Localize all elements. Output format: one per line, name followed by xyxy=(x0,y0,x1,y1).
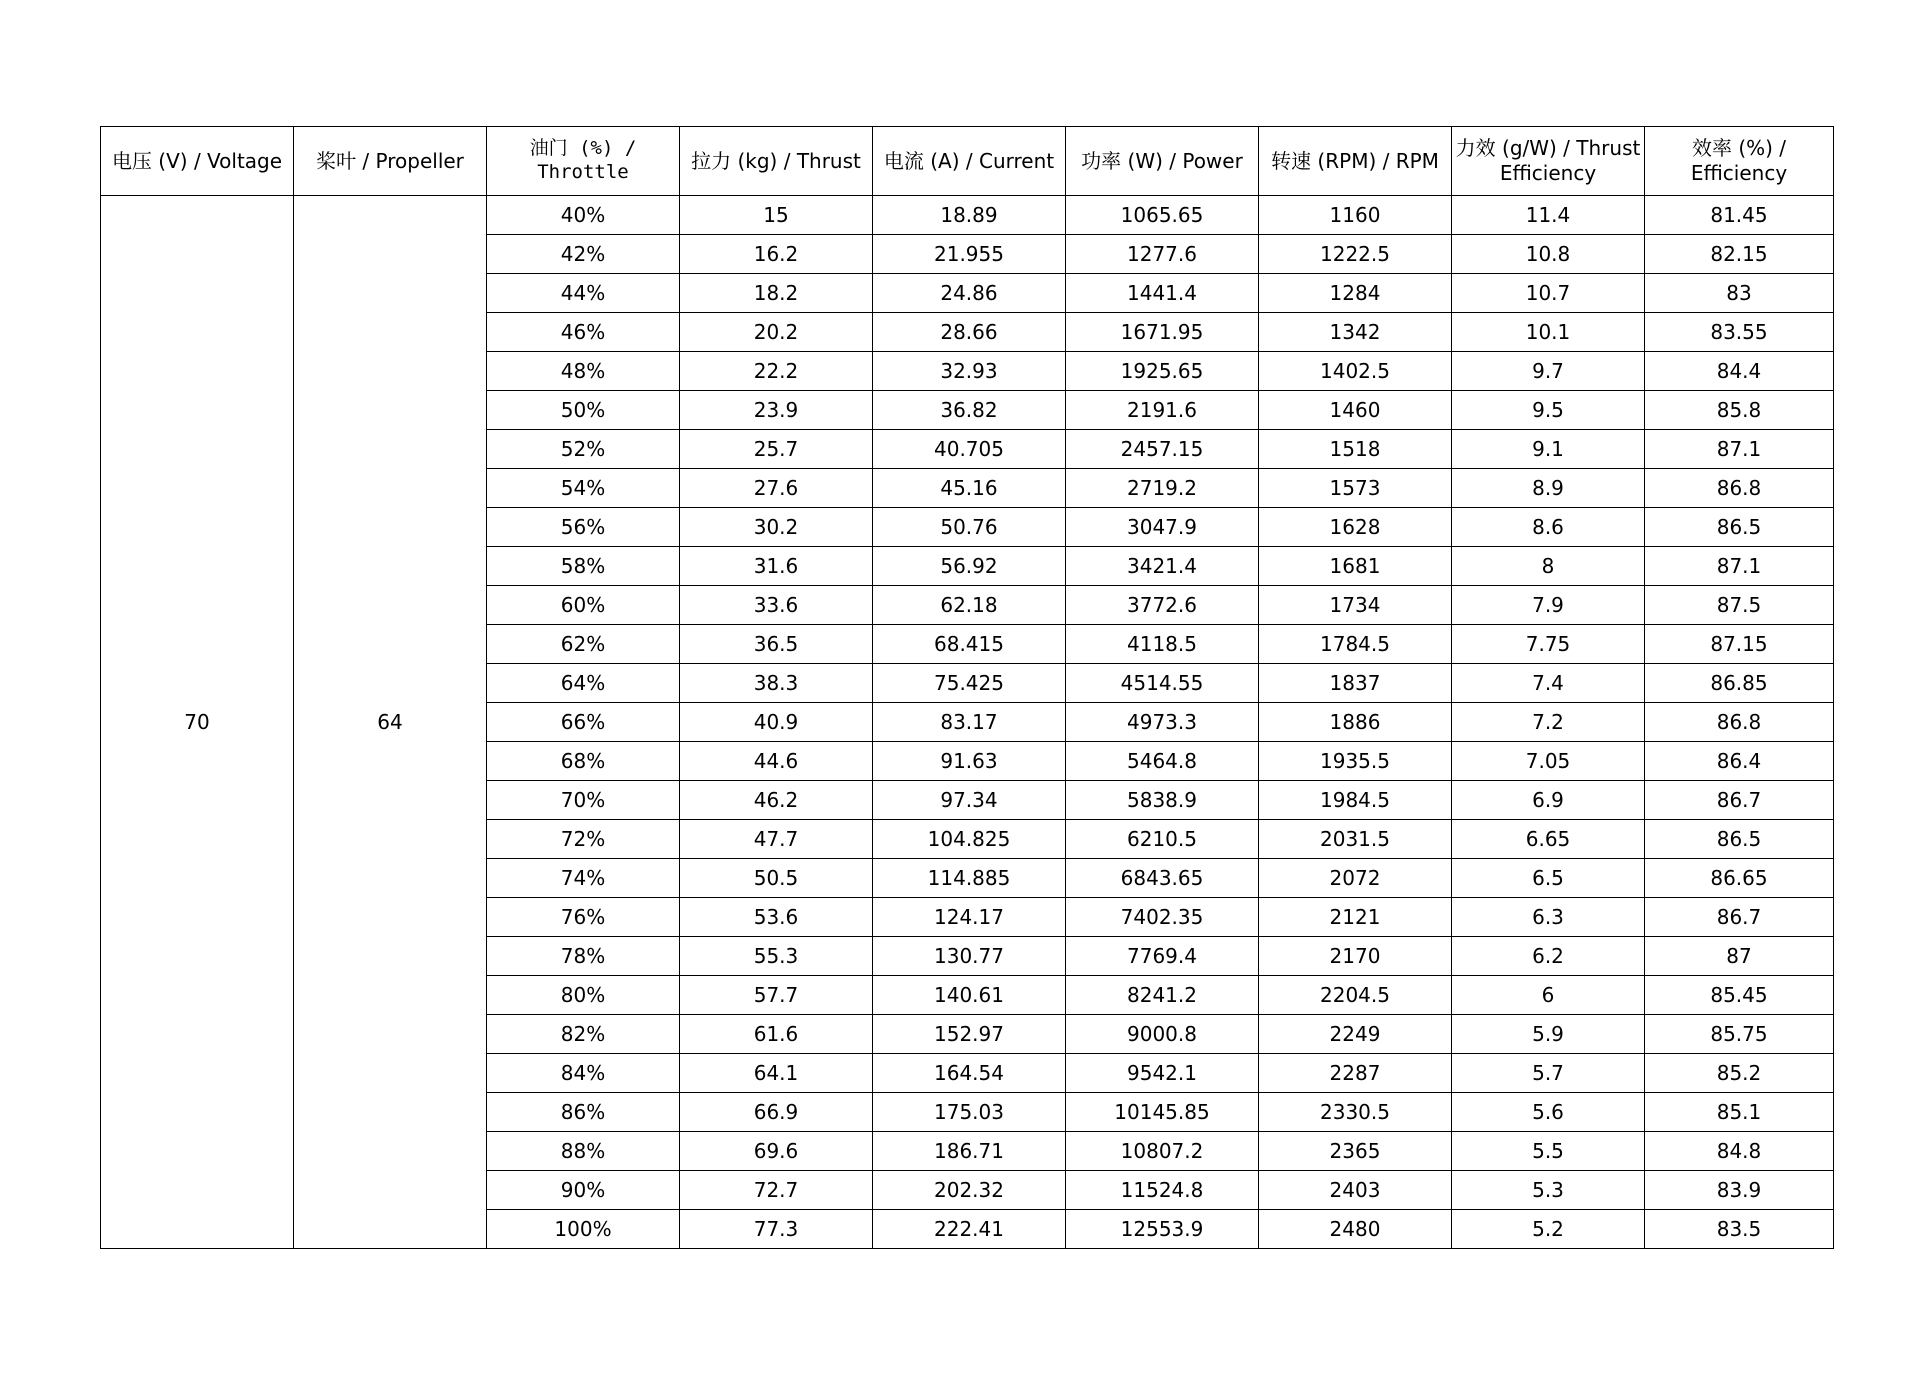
efficiency-cell: 86.4 xyxy=(1645,742,1834,781)
efficiency-cell: 81.45 xyxy=(1645,196,1834,235)
thrust-efficiency-cell: 9.7 xyxy=(1452,352,1645,391)
throttle-cell: 82% xyxy=(487,1015,680,1054)
thrust-efficiency-cell: 8 xyxy=(1452,547,1645,586)
current-cell: 175.03 xyxy=(873,1093,1066,1132)
efficiency-cell: 84.4 xyxy=(1645,352,1834,391)
thrust-efficiency-cell: 8.6 xyxy=(1452,508,1645,547)
table-body xyxy=(101,196,1834,1249)
power-cell: 2191.6 xyxy=(1066,391,1259,430)
current-cell: 68.415 xyxy=(873,625,1066,664)
rpm-cell: 1573 xyxy=(1259,469,1452,508)
power-cell: 3772.6 xyxy=(1066,586,1259,625)
throttle-cell: 50% xyxy=(487,391,680,430)
rpm-cell: 1734 xyxy=(1259,586,1452,625)
thrust-cell: 27.6 xyxy=(680,469,873,508)
thrust-cell: 66.9 xyxy=(680,1093,873,1132)
thrust-efficiency-cell: 6 xyxy=(1452,976,1645,1015)
current-cell: 83.17 xyxy=(873,703,1066,742)
efficiency-cell: 86.65 xyxy=(1645,859,1834,898)
power-cell: 8241.2 xyxy=(1066,976,1259,1015)
throttle-cell: 62% xyxy=(487,625,680,664)
current-cell: 45.16 xyxy=(873,469,1066,508)
throttle-cell: 64% xyxy=(487,664,680,703)
efficiency-cell: 87.1 xyxy=(1645,547,1834,586)
throttle-cell: 88% xyxy=(487,1132,680,1171)
power-cell: 1441.4 xyxy=(1066,274,1259,313)
rpm-cell: 1886 xyxy=(1259,703,1452,742)
efficiency-cell: 83.55 xyxy=(1645,313,1834,352)
power-cell: 10145.85 xyxy=(1066,1093,1259,1132)
thrust-cell: 36.5 xyxy=(680,625,873,664)
thrust-cell: 22.2 xyxy=(680,352,873,391)
efficiency-cell: 82.15 xyxy=(1645,235,1834,274)
header-throttle: 油门 (%) / Throttle xyxy=(487,127,680,196)
power-cell: 4118.5 xyxy=(1066,625,1259,664)
efficiency-cell: 86.8 xyxy=(1645,469,1834,508)
throttle-cell: 76% xyxy=(487,898,680,937)
thrust-cell: 72.7 xyxy=(680,1171,873,1210)
thrust-efficiency-cell: 5.9 xyxy=(1452,1015,1645,1054)
rpm-cell: 1984.5 xyxy=(1259,781,1452,820)
thrust-cell: 23.9 xyxy=(680,391,873,430)
thrust-cell: 53.6 xyxy=(680,898,873,937)
power-cell: 7769.4 xyxy=(1066,937,1259,976)
current-cell: 18.89 xyxy=(873,196,1066,235)
rpm-cell: 2403 xyxy=(1259,1171,1452,1210)
current-cell: 140.61 xyxy=(873,976,1066,1015)
efficiency-cell: 87.15 xyxy=(1645,625,1834,664)
current-cell: 186.71 xyxy=(873,1132,1066,1171)
throttle-cell: 68% xyxy=(487,742,680,781)
table-header-row xyxy=(101,127,1834,196)
thrust-cell: 30.2 xyxy=(680,508,873,547)
header-rpm: 转速 (RPM) / RPM xyxy=(1259,127,1452,196)
thrust-efficiency-cell: 6.65 xyxy=(1452,820,1645,859)
power-cell: 5838.9 xyxy=(1066,781,1259,820)
throttle-cell: 58% xyxy=(487,547,680,586)
thrust-efficiency-cell: 6.2 xyxy=(1452,937,1645,976)
current-cell: 164.54 xyxy=(873,1054,1066,1093)
thrust-efficiency-cell: 7.4 xyxy=(1452,664,1645,703)
throttle-cell: 80% xyxy=(487,976,680,1015)
current-cell: 104.825 xyxy=(873,820,1066,859)
header-power: 功率 (W) / Power xyxy=(1066,127,1259,196)
throttle-cell: 84% xyxy=(487,1054,680,1093)
current-cell: 56.92 xyxy=(873,547,1066,586)
power-cell: 10807.2 xyxy=(1066,1132,1259,1171)
thrust-cell: 44.6 xyxy=(680,742,873,781)
throttle-cell: 42% xyxy=(487,235,680,274)
thrust-cell: 57.7 xyxy=(680,976,873,1015)
power-cell: 6843.65 xyxy=(1066,859,1259,898)
efficiency-cell: 83.5 xyxy=(1645,1210,1834,1249)
power-cell: 1277.6 xyxy=(1066,235,1259,274)
power-cell: 11524.8 xyxy=(1066,1171,1259,1210)
rpm-cell: 2480 xyxy=(1259,1210,1452,1249)
current-cell: 21.955 xyxy=(873,235,1066,274)
thrust-cell: 16.2 xyxy=(680,235,873,274)
efficiency-cell: 83.9 xyxy=(1645,1171,1834,1210)
efficiency-cell: 86.5 xyxy=(1645,820,1834,859)
current-cell: 130.77 xyxy=(873,937,1066,976)
current-cell: 97.34 xyxy=(873,781,1066,820)
rpm-cell: 1342 xyxy=(1259,313,1452,352)
rpm-cell: 1784.5 xyxy=(1259,625,1452,664)
power-cell: 3421.4 xyxy=(1066,547,1259,586)
throttle-cell: 46% xyxy=(487,313,680,352)
thrust-efficiency-cell: 11.4 xyxy=(1452,196,1645,235)
rpm-cell: 1681 xyxy=(1259,547,1452,586)
motor-test-data-table xyxy=(100,126,1834,1249)
power-cell: 2457.15 xyxy=(1066,430,1259,469)
thrust-efficiency-cell: 7.2 xyxy=(1452,703,1645,742)
thrust-efficiency-cell: 7.75 xyxy=(1452,625,1645,664)
thrust-cell: 55.3 xyxy=(680,937,873,976)
power-cell: 9542.1 xyxy=(1066,1054,1259,1093)
current-cell: 152.97 xyxy=(873,1015,1066,1054)
thrust-cell: 20.2 xyxy=(680,313,873,352)
throttle-cell: 90% xyxy=(487,1171,680,1210)
power-cell: 1925.65 xyxy=(1066,352,1259,391)
efficiency-cell: 85.75 xyxy=(1645,1015,1834,1054)
power-cell: 7402.35 xyxy=(1066,898,1259,937)
current-cell: 32.93 xyxy=(873,352,1066,391)
thrust-efficiency-cell: 10.1 xyxy=(1452,313,1645,352)
voltage-cell: 70 xyxy=(101,196,294,1249)
power-cell: 4514.55 xyxy=(1066,664,1259,703)
current-cell: 28.66 xyxy=(873,313,1066,352)
efficiency-cell: 87.1 xyxy=(1645,430,1834,469)
rpm-cell: 2031.5 xyxy=(1259,820,1452,859)
current-cell: 91.63 xyxy=(873,742,1066,781)
thrust-cell: 18.2 xyxy=(680,274,873,313)
thrust-cell: 50.5 xyxy=(680,859,873,898)
power-cell: 5464.8 xyxy=(1066,742,1259,781)
current-cell: 62.18 xyxy=(873,586,1066,625)
header-efficiency: 效率 (%) / Efficiency xyxy=(1645,127,1834,196)
thrust-efficiency-cell: 6.9 xyxy=(1452,781,1645,820)
rpm-cell: 2072 xyxy=(1259,859,1452,898)
rpm-cell: 1460 xyxy=(1259,391,1452,430)
power-cell: 4973.3 xyxy=(1066,703,1259,742)
current-cell: 75.425 xyxy=(873,664,1066,703)
power-cell: 12553.9 xyxy=(1066,1210,1259,1249)
thrust-cell: 38.3 xyxy=(680,664,873,703)
thrust-efficiency-cell: 6.5 xyxy=(1452,859,1645,898)
rpm-cell: 2249 xyxy=(1259,1015,1452,1054)
efficiency-cell: 87 xyxy=(1645,937,1834,976)
thrust-efficiency-cell: 9.5 xyxy=(1452,391,1645,430)
throttle-cell: 40% xyxy=(487,196,680,235)
efficiency-cell: 85.2 xyxy=(1645,1054,1834,1093)
propeller-cell: 64 xyxy=(294,196,487,1249)
thrust-efficiency-cell: 7.9 xyxy=(1452,586,1645,625)
rpm-cell: 1284 xyxy=(1259,274,1452,313)
throttle-cell: 72% xyxy=(487,820,680,859)
efficiency-cell: 86.8 xyxy=(1645,703,1834,742)
rpm-cell: 1160 xyxy=(1259,196,1452,235)
rpm-cell: 1935.5 xyxy=(1259,742,1452,781)
efficiency-cell: 86.5 xyxy=(1645,508,1834,547)
thrust-efficiency-cell: 9.1 xyxy=(1452,430,1645,469)
rpm-cell: 1402.5 xyxy=(1259,352,1452,391)
header-propeller: 桨叶 / Propeller xyxy=(294,127,487,196)
throttle-cell: 56% xyxy=(487,508,680,547)
efficiency-cell: 86.7 xyxy=(1645,898,1834,937)
thrust-cell: 25.7 xyxy=(680,430,873,469)
thrust-efficiency-cell: 5.7 xyxy=(1452,1054,1645,1093)
current-cell: 24.86 xyxy=(873,274,1066,313)
power-cell: 9000.8 xyxy=(1066,1015,1259,1054)
current-cell: 36.82 xyxy=(873,391,1066,430)
rpm-cell: 1518 xyxy=(1259,430,1452,469)
power-cell: 2719.2 xyxy=(1066,469,1259,508)
power-cell: 3047.9 xyxy=(1066,508,1259,547)
thrust-efficiency-cell: 8.9 xyxy=(1452,469,1645,508)
thrust-cell: 64.1 xyxy=(680,1054,873,1093)
header-thrust-efficiency: 力效 (g/W) / Thrust Efficiency xyxy=(1452,127,1645,196)
current-cell: 124.17 xyxy=(873,898,1066,937)
thrust-efficiency-cell: 10.7 xyxy=(1452,274,1645,313)
header-current: 电流 (A) / Current xyxy=(873,127,1066,196)
rpm-cell: 2204.5 xyxy=(1259,976,1452,1015)
rpm-cell: 2170 xyxy=(1259,937,1452,976)
current-cell: 50.76 xyxy=(873,508,1066,547)
efficiency-cell: 85.1 xyxy=(1645,1093,1834,1132)
thrust-cell: 33.6 xyxy=(680,586,873,625)
rpm-cell: 1837 xyxy=(1259,664,1452,703)
throttle-cell: 86% xyxy=(487,1093,680,1132)
thrust-cell: 40.9 xyxy=(680,703,873,742)
thrust-cell: 31.6 xyxy=(680,547,873,586)
header-thrust: 拉力 (kg) / Thrust xyxy=(680,127,873,196)
header-voltage: 电压 (V) / Voltage xyxy=(101,127,294,196)
thrust-efficiency-cell: 5.3 xyxy=(1452,1171,1645,1210)
thrust-cell: 77.3 xyxy=(680,1210,873,1249)
throttle-cell: 44% xyxy=(487,274,680,313)
efficiency-cell: 84.8 xyxy=(1645,1132,1834,1171)
rpm-cell: 2121 xyxy=(1259,898,1452,937)
thrust-efficiency-cell: 5.5 xyxy=(1452,1132,1645,1171)
efficiency-cell: 85.45 xyxy=(1645,976,1834,1015)
thrust-cell: 69.6 xyxy=(680,1132,873,1171)
thrust-efficiency-cell: 7.05 xyxy=(1452,742,1645,781)
efficiency-cell: 83 xyxy=(1645,274,1834,313)
table-row xyxy=(101,196,1834,235)
rpm-cell: 2287 xyxy=(1259,1054,1452,1093)
rpm-cell: 2365 xyxy=(1259,1132,1452,1171)
throttle-cell: 66% xyxy=(487,703,680,742)
thrust-efficiency-cell: 6.3 xyxy=(1452,898,1645,937)
thrust-efficiency-cell: 10.8 xyxy=(1452,235,1645,274)
throttle-cell: 100% xyxy=(487,1210,680,1249)
throttle-cell: 54% xyxy=(487,469,680,508)
current-cell: 40.705 xyxy=(873,430,1066,469)
current-cell: 202.32 xyxy=(873,1171,1066,1210)
throttle-cell: 78% xyxy=(487,937,680,976)
current-cell: 114.885 xyxy=(873,859,1066,898)
rpm-cell: 2330.5 xyxy=(1259,1093,1452,1132)
thrust-cell: 46.2 xyxy=(680,781,873,820)
thrust-cell: 61.6 xyxy=(680,1015,873,1054)
thrust-cell: 15 xyxy=(680,196,873,235)
efficiency-cell: 87.5 xyxy=(1645,586,1834,625)
power-cell: 1065.65 xyxy=(1066,196,1259,235)
throttle-cell: 48% xyxy=(487,352,680,391)
throttle-cell: 70% xyxy=(487,781,680,820)
throttle-cell: 52% xyxy=(487,430,680,469)
rpm-cell: 1628 xyxy=(1259,508,1452,547)
throttle-cell: 74% xyxy=(487,859,680,898)
rpm-cell: 1222.5 xyxy=(1259,235,1452,274)
thrust-cell: 47.7 xyxy=(680,820,873,859)
power-cell: 6210.5 xyxy=(1066,820,1259,859)
thrust-efficiency-cell: 5.2 xyxy=(1452,1210,1645,1249)
efficiency-cell: 86.85 xyxy=(1645,664,1834,703)
throttle-cell: 60% xyxy=(487,586,680,625)
efficiency-cell: 86.7 xyxy=(1645,781,1834,820)
thrust-efficiency-cell: 5.6 xyxy=(1452,1093,1645,1132)
power-cell: 1671.95 xyxy=(1066,313,1259,352)
current-cell: 222.41 xyxy=(873,1210,1066,1249)
efficiency-cell: 85.8 xyxy=(1645,391,1834,430)
